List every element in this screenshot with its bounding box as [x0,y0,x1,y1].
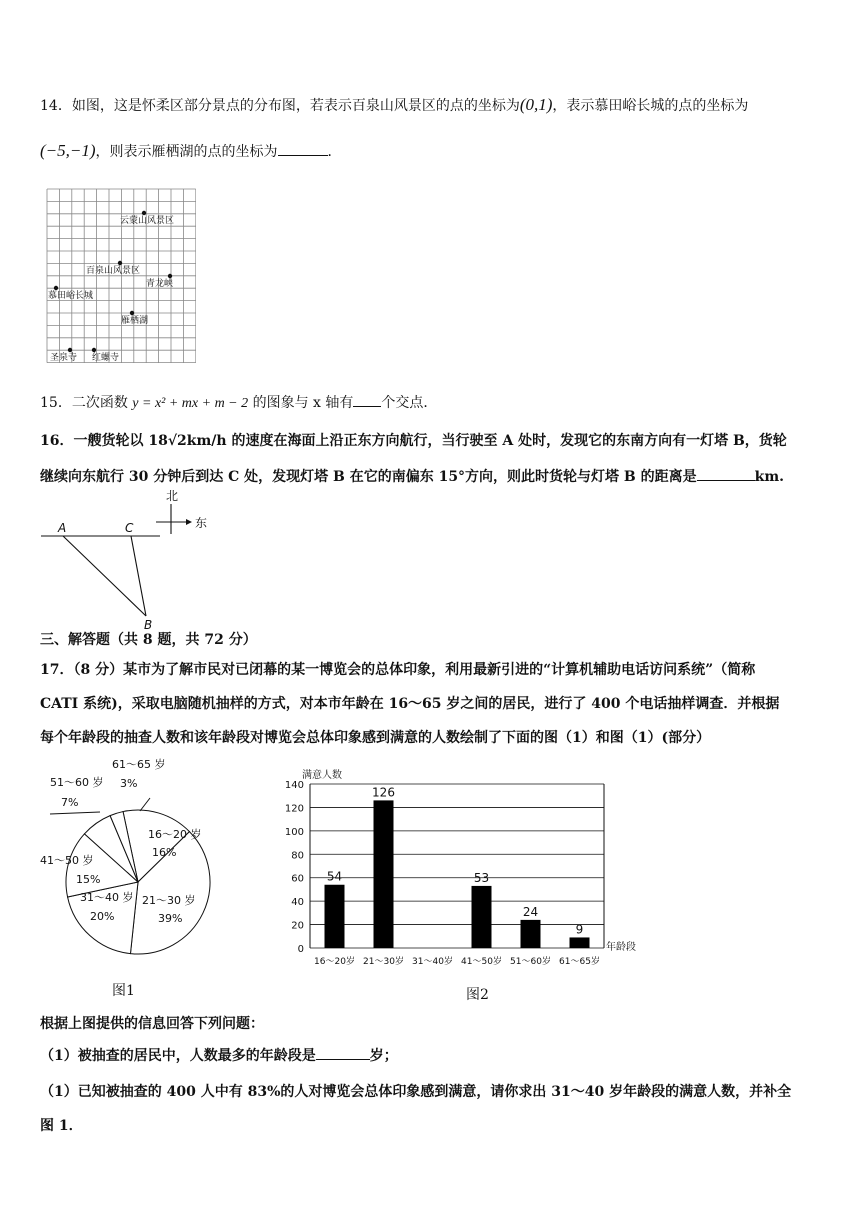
q17-sub2-line1: （1）已知被抽查的 400 人中有 83%的人对博览会总体印象感到满意，请你求出 31～40 岁年龄段的满意人数，并补全 [40,1084,792,1100]
y-tick-label: 80 [291,850,304,862]
q17-sub1-a: （1）被抽查的居民中，人数最多的年龄段是 [40,1048,316,1064]
point-mutianyu [54,286,58,290]
pie-slice-percent: 20% [90,910,115,923]
scenic-map [46,188,196,368]
q17-after: 根据上图提供的信息回答下列问题： [40,1016,264,1032]
q15-prefix: 15．二次函数 [40,395,128,411]
pie-slice-percent: 39% [158,912,183,925]
point-yunmeng [142,211,146,215]
east-arrow-icon [186,519,192,525]
fig2-caption: 图2 [466,987,489,1003]
q17-sub1-blank [316,1045,370,1060]
label-yunmeng: 云蒙山风景区 [120,216,175,226]
x-tick-label: 21～30岁 [363,957,404,967]
x-tick-label: 51～60岁 [510,957,551,967]
section-title: 三、解答题（共 8 题，共 72 分） [40,632,257,648]
pie-slice-label: 31～40 岁 [80,891,134,904]
q17-line2: CATI 系统)，采取电脑随机抽样的方式，对本市年龄在 16～65 岁之间的居民，进行了 400 个电话抽样调查．并根据 [40,696,780,712]
point-baiquan [118,261,122,265]
q16-line2-text: 继续向东航行 30 分钟后到达 C 处，发现灯塔 B 在它的南偏东 15°方向，则此时货轮与灯塔 B 的距离是 [40,469,697,485]
point-a-label: A [58,521,67,535]
y-tick-label: 100 [284,826,304,838]
point-b-label: B [144,618,153,632]
label-baiquan: 百泉山风景区 [86,266,141,276]
bar-data-label: 126 [372,785,395,800]
point-yanqi [130,311,134,315]
x-tick-label: 31～40岁 [412,957,453,967]
y-tick-label: 120 [284,803,304,815]
bar [472,886,492,948]
q16-unit: km. [754,469,785,485]
y-tick-label: 20 [291,920,304,932]
label-shengquan: 圣泉寺 [50,353,78,363]
bar [374,800,394,948]
q16-line2 [40,466,838,488]
q14-coord-a: (0,1) [519,95,553,114]
q16-line1-a: 16．一艘货轮以 18 [40,433,168,449]
pie-slice-label: 51～60 岁 [50,776,104,789]
pie-slice-percent: 3% [120,777,138,790]
y-tick-label: 140 [284,780,304,791]
x-tick-label: 41～50岁 [461,957,502,967]
q14-suffix: ，则表示雁栖湖的点的坐标为 [95,144,278,160]
pie-slice-label: 21～30 岁 [142,894,196,907]
q15-answer-blank [353,392,381,407]
x-axis-title: 年龄段 [606,942,636,953]
label-yanqi: 雁栖湖 [121,316,149,326]
q17-line3: 每个年龄段的抽查人数和该年龄段对博览会总体印象感到满意的人数绘制了下面的图（1）和图（1）(部分） [40,730,711,746]
bar-data-label: 54 [326,869,343,884]
y-axis-title: 满意人数 [302,770,342,781]
north-label: 北 [166,489,179,503]
q15-middle: 的图象与 x 轴有 [252,395,354,411]
q17-sub2-line2: 图 1． [40,1118,83,1134]
pie-slice-percent: 16% [152,846,177,859]
pie-chart [40,756,240,966]
q14-coord-b: (−5,−1) [40,141,96,160]
label-qinglong: 青龙峡 [146,279,174,289]
point-c-label: C [125,521,134,535]
east-label: 东 [195,516,208,530]
q15-line [40,392,838,415]
q17-sub1 [40,1045,838,1067]
fig1-caption: 图1 [112,983,135,999]
q15-suffix: 个交点． [381,395,438,411]
q15-formula: y = x² + mx + m − 2 [132,396,249,411]
y-tick-label: 60 [291,873,304,885]
q16-root: √2 [167,433,187,449]
q16-line1 [40,430,838,452]
point-qinglong [168,274,172,278]
bar [521,920,541,948]
pie-slice-label: 61～65 岁 [112,758,166,771]
label-mutianyu: 慕田峪长城 [48,291,94,301]
q14-answer-blank [278,141,328,156]
pie-slice-percent: 15% [76,873,101,886]
ship-figure [38,488,218,633]
q16-answer-blank [697,466,755,481]
pie-leader-line [140,798,150,811]
q14-line1 [40,94,838,117]
pie-leader-line [50,812,100,814]
bar-chart [280,766,660,976]
y-tick-label: 40 [291,897,304,909]
point-hongluo [92,348,96,352]
bar [325,885,345,948]
pie-slice-label: 41～50 岁 [40,854,94,867]
label-hongluo: 红螺寺 [92,353,120,363]
pie-slice-percent: 7% [61,796,79,809]
bar [570,937,590,948]
q14-mid: ，表示慕田峪长城的点的坐标为 [552,98,749,114]
bar-data-label: 9 [575,922,584,937]
q14-line2 [40,140,838,163]
point-shengquan [68,348,72,352]
q17-sub1-b: 岁； [369,1048,398,1064]
q14-end: ． [327,144,342,160]
q14-prefix: 14．如图，这是怀柔区部分景点的分布图，若表示百泉山风景区的点的坐标为 [40,98,520,114]
x-tick-label: 16～20岁 [314,957,355,967]
x-tick-label: 61～65岁 [559,957,600,967]
pie-slice-label: 16～20 岁 [148,828,202,841]
q17-line1: 17．（8 分）某市为了解市民对已闭幕的某一博览会的总体印象，利用最新引进的“计算机辅助电话访问系统”（简称 [40,662,756,678]
y-tick-label: 0 [297,944,304,955]
bar-data-label: 53 [473,870,490,885]
bar-data-label: 24 [522,904,539,919]
q16-line1-b: km/h 的速度在海面上沿正东方向航行，当行驶至 A 处时，发现它的东南方向有一灯塔 B，货轮 [186,433,787,449]
